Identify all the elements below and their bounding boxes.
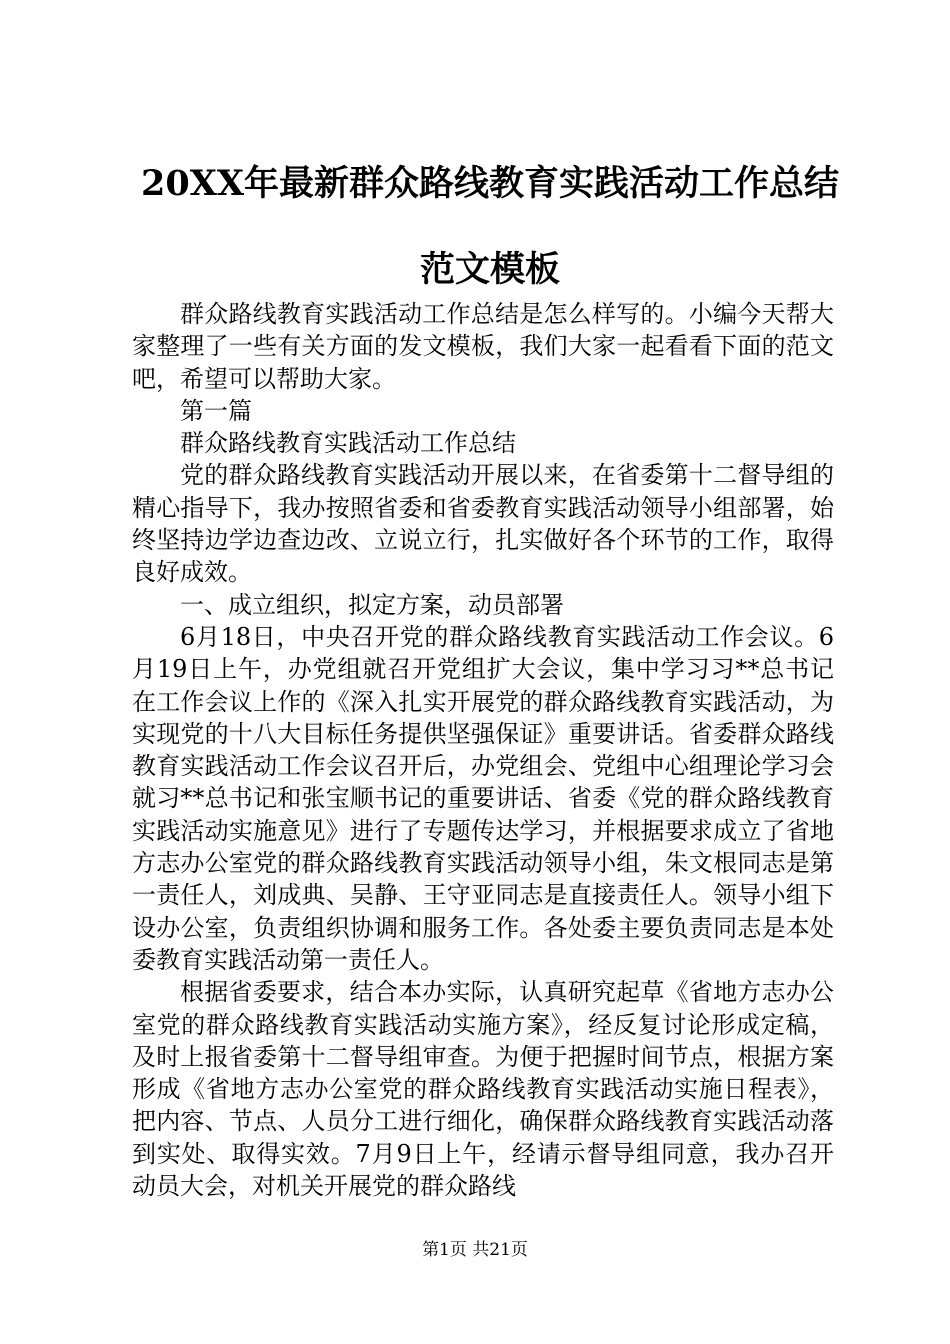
document-title-line2: 范文模板 [419,249,560,290]
paragraph-heading-1: 一、成立组织，拟定方案，动员部署 [180,590,564,619]
document-body [132,298,834,1202]
document-title-line1: 20XX年最新群众路线教育实践活动工作总结 [140,163,840,204]
paragraph-overview: 党的群众路线教育实践活动开展以来，在省委第十二督导组的精心指导下，我办按照省委和省委教育实践活动领导小组部署，始终坚持边学边查边改、立说立行，扎实做好各个环节的工作，取得良好成效。 [132,461,834,587]
paragraph-subtitle: 群众路线教育实践活动工作总结 [180,429,516,458]
paragraph-plan: 根据省委要求，结合本办实际，认真研究起草《省地方志办公室党的群众路线教育实践活动实施方案》，经反复讨论形成定稿，及时上报省委第十二督导组审查。为便于把握时间节点，根据方案形成《省地方志办公室党的群众路线教育实践活动实施日程表》，把内容、节点、人员分工进行细化，确保群众路线教育实践活动落到实处、取得实效。7月9日上午，经请示督导组同意，我办召开动员大会，对机关开展党的群众路线 [132,978,834,1201]
paragraph-section-label: 第一篇 [180,396,252,425]
paragraph-intro: 群众路线教育实践活动工作总结是怎么样写的。小编今天帮大家整理了一些有关方面的发文模板，我们大家一起看看下面的范文吧，希望可以帮助大家。 [132,300,834,393]
page-footer: 第1页 共21页 [422,1240,528,1260]
paragraph-meeting: 6月18日，中央召开党的群众路线教育实践活动工作会议。6月19日上午，办党组就召开党组扩大会议，集中学习习**总书记在工作会议上作的《深入扎实开展党的群众路线教育实践活动，为实现党的十八大目标任务提供坚强保证》重要讲话。省委群众路线教育实践活动工作会议召开后，办党组会、党组中心组理论学习会就习**总书记和张宝顺书记的重要讲话、省委《党的群众路线教育实践活动实施意见》进行了专题传达学习，并根据要求成立了省地方志办公室党的群众路线教育实践活动领导小组，朱文根同志是第一责任人，刘成典、吴静、王守亚同志是直接责任人。领导小组下设办公室，负责组织协调和服务工作。各处委主要负责同志是本处委教育实践活动第一责任人。 [132,622,834,974]
